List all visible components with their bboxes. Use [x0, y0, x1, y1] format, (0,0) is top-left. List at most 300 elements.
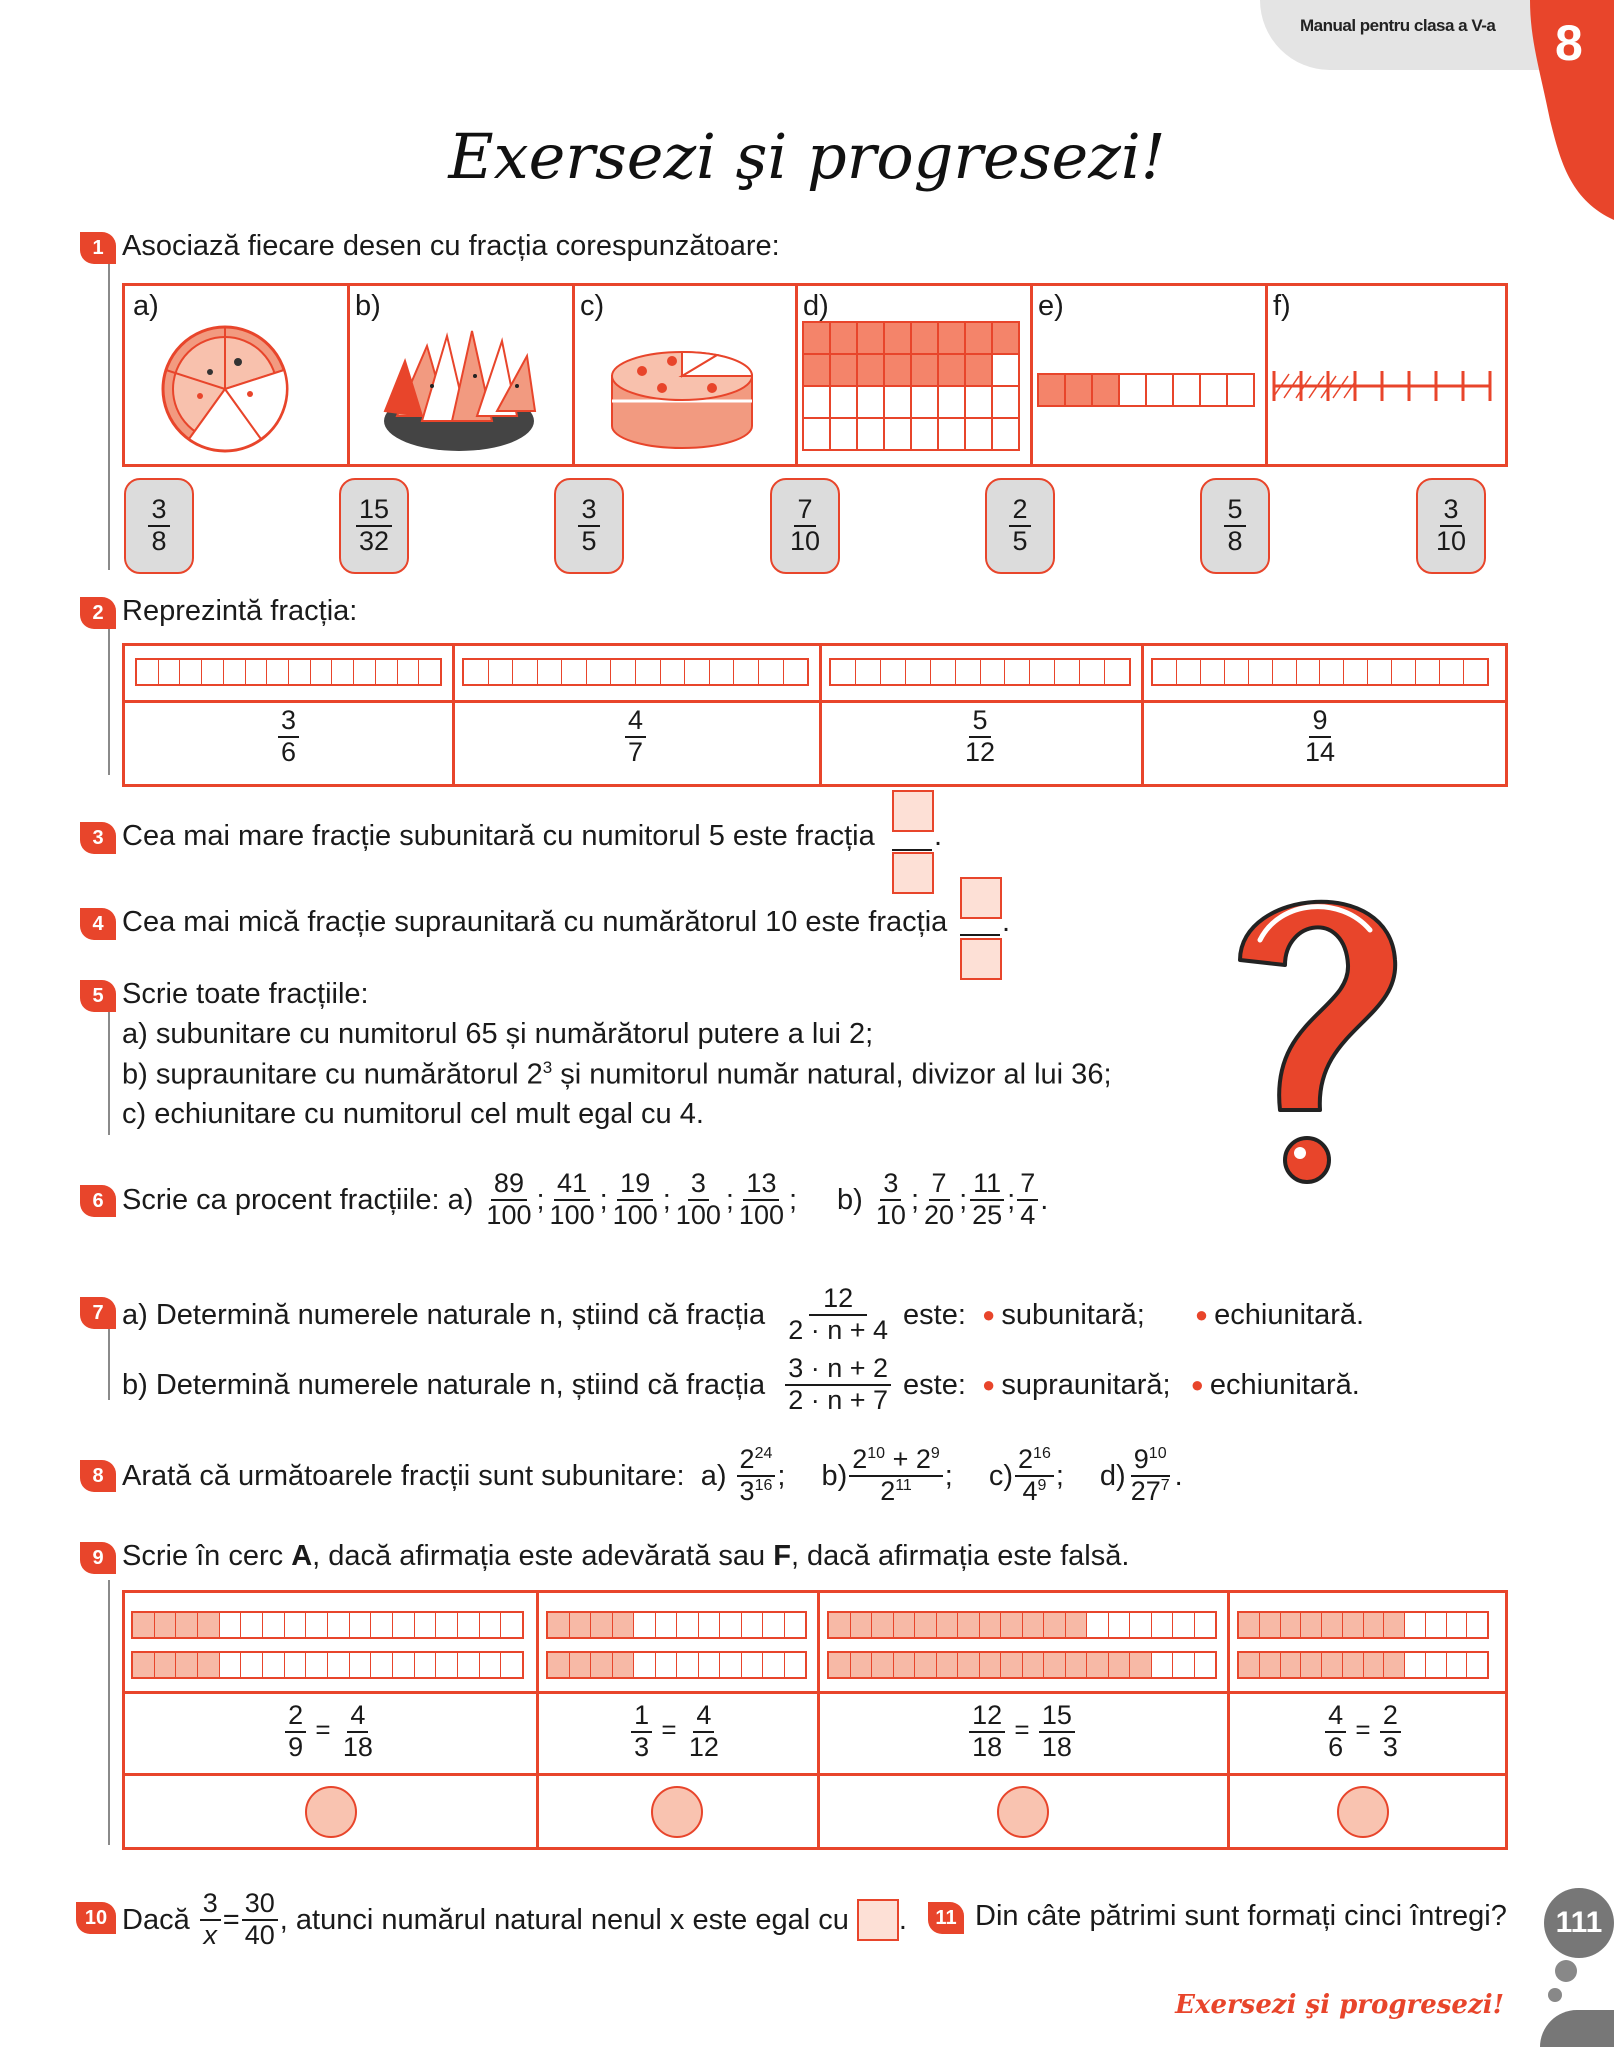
numerator: 89 [491, 1169, 527, 1201]
strip-cell [393, 1613, 415, 1637]
ex1-text: Asociază fiecare desen cu fracția corespunzătoare: [122, 230, 780, 262]
strip-cell [159, 660, 181, 684]
strip-cell [180, 660, 202, 684]
fraction [483, 1169, 534, 1230]
strip-cell [1239, 1653, 1260, 1677]
strip-cell [224, 660, 246, 684]
fraction [969, 1169, 1005, 1230]
strip-cell [328, 1613, 350, 1637]
question-mark-illustration [1220, 870, 1410, 1190]
ex10-line [122, 1880, 907, 1960]
strip-cell [1384, 1653, 1405, 1677]
option-fraction [148, 495, 169, 556]
fraction [278, 706, 299, 767]
strip-cell [1038, 374, 1065, 406]
denominator [737, 1477, 776, 1507]
denominator-box[interactable] [960, 938, 1002, 980]
strip-cell [570, 1653, 592, 1677]
grid-cell [884, 322, 911, 354]
strip-cell [1239, 1613, 1260, 1637]
strip-cell [155, 1653, 177, 1677]
grid-cell [938, 354, 965, 386]
numerator: 9 [1309, 706, 1330, 738]
strip-cell [1195, 1613, 1216, 1637]
strip-cell [872, 1613, 894, 1637]
ex7-margin-line [108, 1320, 110, 1400]
base: 2 [1018, 1444, 1034, 1475]
strip-cell [1023, 1653, 1045, 1677]
option-pill[interactable] [554, 478, 624, 574]
fraction [1017, 1169, 1038, 1230]
strip-cell [851, 1613, 873, 1637]
denominator: 7 [627, 736, 644, 767]
fraction [285, 1701, 306, 1762]
strip-cell [1467, 1613, 1487, 1637]
strip-cell [202, 660, 224, 684]
denominator: 18 [342, 1731, 373, 1762]
strip-cell [1322, 1613, 1343, 1637]
strip-cell [1030, 660, 1055, 684]
grid-cell [857, 418, 884, 450]
strip-cell [371, 1613, 393, 1637]
cell-e [1030, 286, 1268, 464]
strip-cell [1405, 1653, 1426, 1677]
strip-cell [548, 1613, 570, 1637]
denominator: 18 [1041, 1731, 1072, 1762]
denominator-box[interactable] [892, 852, 934, 894]
strip-cell [1153, 660, 1177, 684]
numerator: 2 [285, 1701, 306, 1733]
numerator [737, 1445, 776, 1477]
ex6-number: 6 [80, 1185, 116, 1217]
option: echiunitară. [1209, 1368, 1360, 1401]
strip-cell [1227, 374, 1254, 406]
grid-cell [965, 354, 992, 386]
strip-cell [371, 1653, 393, 1677]
grid-cell [857, 354, 884, 386]
strip [827, 1651, 1217, 1679]
strip-cell [538, 660, 563, 684]
strip-cell [1066, 1613, 1088, 1637]
option-pill[interactable] [770, 478, 840, 574]
equals-sign: = [1014, 1714, 1030, 1745]
strip-cell [464, 660, 489, 684]
exponent: 9 [1037, 1477, 1047, 1494]
numerator: 4 [1325, 1701, 1346, 1733]
denominator: 18 [972, 1731, 1003, 1762]
ex3-number: 3 [80, 822, 116, 854]
ex9-table [122, 1590, 1508, 1850]
strip-cell [1344, 660, 1368, 684]
strip-cell [393, 1653, 415, 1677]
fraction-line [892, 849, 932, 851]
ex5-a: a) subunitare cu numitorul 65 și numărătorul putere a lui 2; [122, 1018, 874, 1050]
strip-cell [937, 1613, 959, 1637]
answer-circle[interactable] [1337, 1786, 1389, 1838]
strip-cell [915, 1653, 937, 1677]
grid-cell [830, 354, 857, 386]
numerator: 3 [148, 495, 169, 527]
denominator: 8 [151, 526, 167, 556]
ex2-table [122, 643, 1508, 787]
grid-cell [884, 386, 911, 418]
grid-cell [992, 322, 1019, 354]
strip-cell [1005, 660, 1030, 684]
numerator: 2 [1380, 1701, 1401, 1733]
grid-cell [857, 322, 884, 354]
strip [1237, 1611, 1489, 1639]
strip-cell [436, 1653, 458, 1677]
watermelon-drawing [377, 316, 542, 456]
ex8-number: 8 [80, 1460, 116, 1492]
ex7-a [122, 1275, 1364, 1355]
option-fraction [1433, 495, 1469, 556]
grid-cell [911, 418, 938, 450]
strip-cell [1130, 1613, 1152, 1637]
grid-cell [884, 418, 911, 450]
strip-cell [742, 1613, 764, 1637]
cake-drawing [602, 316, 762, 456]
strip-cell [1301, 1613, 1322, 1637]
base: 2 [852, 1444, 868, 1475]
denominator: 12 [964, 736, 996, 767]
strip-cell [1260, 1613, 1281, 1637]
denominator [1128, 1477, 1173, 1507]
ex5-c: c) echiunitare cu numitorul cel mult egal cu 4. [122, 1098, 704, 1130]
strip-cell [1092, 374, 1119, 406]
strip-cell [759, 660, 784, 684]
strip-cell [906, 660, 931, 684]
numerator: 3 [200, 1889, 221, 1921]
strip-drawing [1036, 370, 1261, 410]
ex6-line: Scrie ca procent fracțiile: a) $\frac{89}{100}$ ; $\frac{41}{100}$ ; $\frac{19}{100}$ ; $\frac{3}{100}$ ; $\frac{13}{100}$ ; b) $\frac{3}{10}$ ; $\frac{7}{20}$ ; $\frac{11}{25}$ ; $\frac{7}{4}$ . [122, 1168, 1049, 1230]
strip-cell [458, 1613, 480, 1637]
strip-cell [311, 660, 333, 684]
ex3-text: Cea mai mare fracție subunitară cu numitorul 5 este fracția [122, 820, 875, 852]
ex9-margin-line [108, 1580, 110, 1845]
fraction [673, 1169, 724, 1230]
option-fraction [1009, 495, 1030, 556]
strip-cell [958, 1613, 980, 1637]
base: 2 [915, 1444, 931, 1475]
strip-cell [155, 1613, 177, 1637]
grid-cell [857, 386, 884, 418]
strip-cell [1195, 1653, 1216, 1677]
strip-cell [1080, 660, 1105, 684]
strip-cell [1044, 1653, 1066, 1677]
exponent: 3 [542, 1058, 553, 1077]
strip-cell [1087, 1613, 1109, 1637]
numerator: 15 [356, 495, 392, 527]
page-title: Exersezi şi progresezi! [448, 120, 1166, 193]
strip-cell [176, 1613, 198, 1637]
bullet-icon: ● [982, 1302, 996, 1327]
strip-cell [1447, 1653, 1468, 1677]
option-pill[interactable] [1416, 478, 1486, 574]
book-title: Manual pentru clasa a V-a [1300, 16, 1496, 35]
grid-cell [965, 386, 992, 418]
strip-cell [350, 1613, 372, 1637]
strip-cell [634, 1613, 656, 1637]
bullet-icon: ● [1194, 1302, 1209, 1327]
denominator: 25 [972, 1200, 1003, 1230]
ex2-fraction-cell [1141, 706, 1499, 767]
ex1-drawings-table [122, 283, 1508, 467]
strip-cell [1055, 660, 1080, 684]
strip-cell [763, 1613, 785, 1637]
ex2-text: Reprezintă fracția: [122, 595, 358, 627]
strip [131, 1611, 524, 1639]
grid-cell [803, 386, 830, 418]
strip-cell [634, 1653, 656, 1677]
strip-cell [350, 1653, 372, 1677]
ex8-text: Arată că următoarele fracții sunt subunitare: [122, 1459, 685, 1492]
numerator: 3 · n + 2 [785, 1354, 891, 1386]
strip-cell [1109, 1653, 1131, 1677]
cell-f [1265, 286, 1502, 464]
strip [827, 1611, 1217, 1639]
strip-cell [415, 1653, 437, 1677]
fraction [200, 1889, 221, 1950]
option-pill[interactable] [1200, 478, 1270, 574]
denominator: 20 [924, 1200, 955, 1230]
answer-circle[interactable] [651, 1786, 703, 1838]
equals-sign: = [1355, 1714, 1371, 1745]
option-fraction [1224, 495, 1245, 556]
strip-cell [480, 1653, 502, 1677]
cell-d [795, 286, 1033, 464]
exponent: 11 [895, 1477, 912, 1494]
base: 2 [739, 1444, 755, 1475]
decor-dot [1555, 1960, 1577, 1982]
este-label: este: [903, 1298, 966, 1331]
answer-circle[interactable] [305, 1786, 357, 1838]
grid-cell [884, 354, 911, 386]
strip-cell [1249, 660, 1273, 684]
cell-a [125, 286, 350, 464]
denominator: 4 [1020, 1200, 1036, 1230]
numerator: 1 [631, 1701, 652, 1733]
exponent: 10 [1148, 1445, 1167, 1463]
denominator: 10 [1435, 526, 1467, 556]
strip-cell [354, 660, 376, 684]
option-fraction [578, 495, 599, 556]
strip-cell [176, 1653, 198, 1677]
strip-cell [1426, 1613, 1447, 1637]
label-f: f) [1273, 290, 1291, 322]
strip-input[interactable] [135, 658, 442, 686]
strip-cell [1152, 1613, 1174, 1637]
equality [536, 1701, 817, 1762]
strip-cell [1001, 1613, 1023, 1637]
strip-cell [785, 1613, 806, 1637]
ex7-number: 7 [80, 1297, 116, 1329]
strip-cell [829, 1613, 851, 1637]
ex10-text: Dacă [122, 1903, 190, 1936]
false-letter: F [773, 1540, 791, 1572]
strip-cell [1364, 1613, 1385, 1637]
strip-cell [685, 660, 710, 684]
denominator: 6 [1328, 1731, 1344, 1762]
option: subunitară; [1001, 1298, 1145, 1331]
strip-cell [501, 1653, 522, 1677]
fraction [610, 1169, 661, 1230]
strip-cell [1447, 1613, 1468, 1637]
answer-box[interactable] [857, 1899, 899, 1941]
numerator: 7 [794, 495, 815, 527]
strip-cell [1200, 374, 1227, 406]
denominator: 100 [675, 1200, 721, 1230]
strip-cell [513, 660, 538, 684]
strip-cell [881, 660, 906, 684]
strip-cell [133, 1613, 155, 1637]
strip-cell [591, 1653, 613, 1677]
fraction [969, 1701, 1005, 1762]
strip-cell [1426, 1653, 1447, 1677]
grid-cell [803, 418, 830, 450]
bullet-icon: ● [1190, 1372, 1204, 1397]
denominator: 6 [280, 736, 297, 767]
strip-cell [1087, 1653, 1109, 1677]
strip-cell [489, 660, 514, 684]
true-letter: A [291, 1540, 313, 1572]
denominator: 14 [1304, 736, 1336, 767]
strip-cell [285, 1613, 307, 1637]
base: 2 [880, 1476, 896, 1506]
numerator: 7 [929, 1169, 950, 1201]
strip-cell [958, 1653, 980, 1677]
strip-cell [720, 1613, 742, 1637]
segment-drawing [1269, 366, 1497, 406]
strip-cell [1405, 1613, 1426, 1637]
ex5-b [122, 1058, 1112, 1092]
numerator: 12 [809, 1284, 867, 1316]
ex5-number: 5 [80, 980, 116, 1012]
strip-cell [1297, 660, 1321, 684]
strip-cell [1177, 660, 1201, 684]
exponent: 9 [930, 1445, 940, 1463]
grid-cell [992, 418, 1019, 450]
numerator [849, 1445, 943, 1477]
ex6-text: Scrie ca procent fracțiile: a) [122, 1183, 474, 1216]
numerator: 15 [1039, 1701, 1075, 1733]
fraction [625, 706, 646, 767]
strip-cell [1281, 1653, 1302, 1677]
option-pill[interactable] [339, 478, 409, 574]
strip-cell [220, 1613, 242, 1637]
base: 27 [1130, 1476, 1161, 1506]
strip-cell [656, 1613, 678, 1637]
label-a: a) [133, 290, 159, 322]
ex9-text-part: , dacă afirmația este falsă. [790, 1540, 1130, 1572]
strip-cell [699, 1653, 721, 1677]
exponent: 7 [1160, 1477, 1170, 1494]
strip-cell [419, 660, 440, 684]
fraction [1039, 1701, 1075, 1762]
numerator: 4 [347, 1701, 368, 1733]
ex1-number: 1 [80, 232, 116, 264]
strip-cell [198, 1653, 220, 1677]
grid-cell [803, 322, 830, 354]
numerator-box[interactable] [892, 790, 934, 832]
strip-cell [661, 660, 686, 684]
strip-cell [480, 1613, 502, 1637]
strip-cell [263, 1613, 285, 1637]
ex2-col [125, 646, 455, 784]
exponent: 16 [1033, 1445, 1051, 1463]
equality [125, 1701, 536, 1762]
strip-cell [458, 1653, 480, 1677]
grid-drawing [801, 320, 1026, 455]
strip-cell [1343, 1613, 1364, 1637]
exponent: 24 [754, 1445, 773, 1463]
option-pill[interactable] [985, 478, 1055, 574]
ex10-text: , atunci numărul natural nenul x este egal cu [279, 1903, 849, 1936]
strip-input[interactable] [462, 658, 809, 686]
label: d) [1099, 1459, 1126, 1492]
strip-cell [763, 1653, 785, 1677]
denominator: 3 [1382, 1731, 1398, 1762]
numerator-box[interactable] [960, 877, 1002, 919]
ex9-col [817, 1593, 1230, 1847]
grid-cell [911, 322, 938, 354]
answer-circle[interactable] [997, 1786, 1049, 1838]
ex11-text: Din câte pătrimi sunt formați cinci întregi? [975, 1900, 1507, 1932]
strip-cell [241, 1653, 263, 1677]
fraction [1015, 1445, 1054, 1506]
strip-cell [1322, 1653, 1343, 1677]
strip-cell [328, 1653, 350, 1677]
ex7-b-text: b) Determină numerele naturale n, știind că fracția [122, 1368, 766, 1401]
strip-cell [591, 1613, 613, 1637]
strip [131, 1651, 524, 1679]
strip-input[interactable] [829, 658, 1131, 686]
option-pill[interactable] [124, 478, 194, 574]
strip-cell [376, 660, 398, 684]
strip-input[interactable] [1151, 658, 1489, 686]
ex9-col [536, 1593, 820, 1847]
exponent: 16 [754, 1477, 773, 1494]
ex9-text-part: , dacă afirmația este adevărată sau [312, 1540, 774, 1572]
denominator: 9 [288, 1731, 304, 1762]
strip-cell [1119, 374, 1146, 406]
strip-cell [263, 1653, 285, 1677]
strip-cell [613, 1613, 635, 1637]
strip-cell [613, 1653, 635, 1677]
option-fraction [356, 495, 392, 556]
label-e: e) [1038, 290, 1064, 322]
strip-cell [1065, 374, 1092, 406]
strip-cell [562, 660, 587, 684]
strip-cell [1384, 1613, 1405, 1637]
grid-cell [965, 322, 992, 354]
strip-cell [1001, 1653, 1023, 1677]
ex9-col [125, 1593, 539, 1847]
strip-cell [872, 1653, 894, 1677]
fraction [736, 1169, 787, 1230]
fraction [686, 1701, 722, 1762]
denominator [1019, 1477, 1049, 1507]
equals-sign: = [315, 1714, 331, 1745]
ex2-col [452, 646, 822, 784]
numerator [1015, 1445, 1054, 1477]
option: echiunitară. [1214, 1298, 1365, 1331]
numerator: 30 [242, 1889, 278, 1921]
grid-cell [938, 322, 965, 354]
option: supraunitară; [1001, 1368, 1171, 1401]
ex2-fraction-cell [125, 706, 452, 767]
numerator: 41 [554, 1169, 590, 1201]
